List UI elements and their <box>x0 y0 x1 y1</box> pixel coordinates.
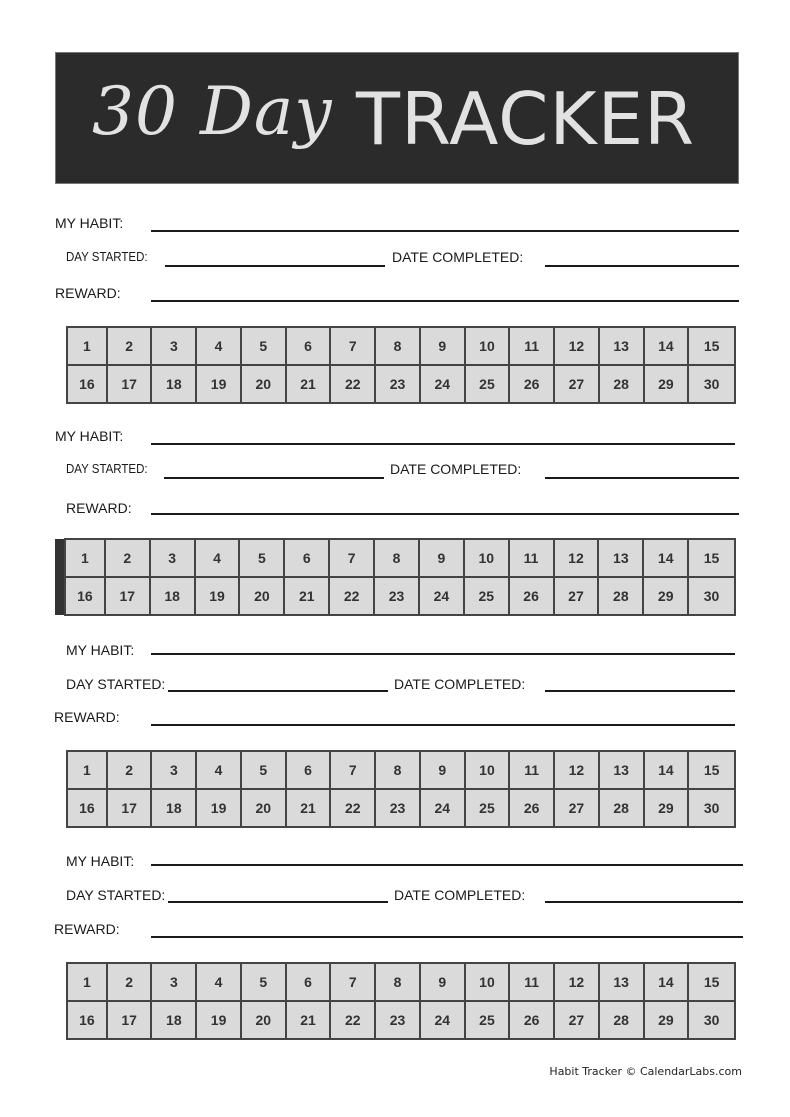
day-started-field[interactable] <box>168 901 388 903</box>
day-cell[interactable]: 6 <box>287 964 332 1000</box>
day-cell[interactable]: 19 <box>196 578 241 614</box>
day-cell[interactable]: 2 <box>106 540 151 576</box>
day-cell[interactable]: 25 <box>466 1002 511 1038</box>
day-cell[interactable]: 15 <box>703 338 720 354</box>
day-cell[interactable]: 9 <box>421 328 466 364</box>
day-cell[interactable]: 12 <box>555 964 600 1000</box>
day-cell[interactable]: 18 <box>152 790 197 826</box>
day-grid <box>66 962 736 1040</box>
reward-label: REWARD: <box>66 500 132 516</box>
day-cell[interactable]: 13 <box>600 328 645 364</box>
day-cell[interactable]: 18 <box>151 578 196 614</box>
day-started-field[interactable] <box>164 477 384 479</box>
day-cell[interactable]: 7 <box>331 964 376 1000</box>
day-row-16-30 <box>68 1002 734 1038</box>
day-started-label: DAY STARTED: <box>66 462 148 476</box>
my-habit-field[interactable] <box>151 864 743 866</box>
row-divider <box>68 788 734 790</box>
day-cell[interactable]: 3 <box>152 964 197 1000</box>
day-cell[interactable]: 27 <box>555 790 600 826</box>
date-completed-label: DATE COMPLETED: <box>394 676 526 692</box>
day-cell[interactable]: 20 <box>242 366 287 402</box>
day-cell[interactable]: 6 <box>287 752 332 788</box>
day-cell[interactable]: 6 <box>287 328 332 364</box>
day-cell[interactable]: 5 <box>242 752 287 788</box>
my-habit-label: MY HABIT: <box>55 428 124 444</box>
day-cell[interactable]: 21 <box>287 1002 332 1038</box>
day-cell[interactable]: 19 <box>197 366 242 402</box>
day-cell[interactable]: 26 <box>510 366 555 402</box>
day-grid <box>66 750 736 828</box>
row-divider <box>66 576 734 578</box>
day-cell[interactable]: 16 <box>66 578 106 614</box>
day-cell[interactable]: 30 <box>703 800 720 816</box>
row-divider <box>68 1000 734 1002</box>
day-cell[interactable]: 1 <box>68 752 108 788</box>
footer-credit: Habit Tracker © CalendarLabs.com <box>549 1065 742 1078</box>
day-row-1-15 <box>66 540 734 576</box>
date-completed-field[interactable] <box>545 690 735 692</box>
day-cell[interactable]: 17 <box>108 790 153 826</box>
day-cell[interactable]: 14 <box>645 964 690 1000</box>
day-cell[interactable]: 5 <box>242 328 287 364</box>
day-cell[interactable]: 23 <box>376 366 421 402</box>
day-cell[interactable]: 16 <box>68 790 108 826</box>
day-cell[interactable]: 8 <box>376 328 421 364</box>
day-row-16-30 <box>68 366 734 402</box>
reward-field[interactable] <box>151 300 739 302</box>
day-cell[interactable]: 20 <box>242 1002 287 1038</box>
my-habit-label: MY HABIT: <box>66 642 135 658</box>
day-cell[interactable]: 12 <box>555 540 600 576</box>
day-cell[interactable]: 29 <box>645 366 690 402</box>
day-cell[interactable]: 27 <box>555 578 600 614</box>
day-cell[interactable]: 15 <box>703 974 720 990</box>
day-cell[interactable]: 2 <box>108 328 153 364</box>
reward-field[interactable] <box>151 724 735 726</box>
day-row-16-30 <box>68 790 734 826</box>
day-cell[interactable]: 29 <box>645 1002 690 1038</box>
day-cell[interactable]: 30 <box>703 588 720 604</box>
day-cell[interactable]: 22 <box>331 1002 376 1038</box>
day-cell[interactable]: 27 <box>555 1002 600 1038</box>
date-completed-field[interactable] <box>545 265 739 267</box>
day-cell[interactable]: 4 <box>197 752 242 788</box>
date-completed-label: DATE COMPLETED: <box>392 249 524 265</box>
day-cell[interactable]: 30 <box>703 1012 720 1028</box>
day-cell[interactable]: 16 <box>68 366 108 402</box>
day-cell[interactable]: 15 <box>703 762 720 778</box>
my-habit-label: MY HABIT: <box>66 853 135 869</box>
day-cell[interactable]: 29 <box>644 578 689 614</box>
day-cell[interactable]: 14 <box>645 752 690 788</box>
day-cell[interactable]: 13 <box>600 964 645 1000</box>
day-cell[interactable]: 9 <box>420 540 465 576</box>
day-cell[interactable]: 14 <box>645 328 690 364</box>
day-cell[interactable]: 22 <box>331 366 376 402</box>
day-cell[interactable]: 25 <box>466 366 511 402</box>
day-cell[interactable]: 16 <box>68 1002 108 1038</box>
day-cell[interactable]: 26 <box>510 1002 555 1038</box>
day-cell[interactable]: 18 <box>152 366 197 402</box>
day-cell[interactable]: 26 <box>510 578 555 614</box>
day-cell[interactable]: 13 <box>600 752 645 788</box>
day-cell[interactable]: 1 <box>68 328 108 364</box>
day-cell[interactable]: 4 <box>197 964 242 1000</box>
day-row-1-15 <box>68 328 734 364</box>
day-grid <box>66 326 736 404</box>
date-completed-label: DATE COMPLETED: <box>390 461 522 477</box>
day-cell[interactable]: 20 <box>242 790 287 826</box>
day-cell[interactable]: 11 <box>510 540 555 576</box>
day-cell[interactable]: 11 <box>510 752 555 788</box>
day-cell[interactable]: 24 <box>421 790 466 826</box>
day-cell[interactable]: 11 <box>510 328 555 364</box>
reward-label: REWARD: <box>55 285 121 301</box>
day-cell[interactable]: 12 <box>555 752 600 788</box>
day-cell[interactable]: 29 <box>645 790 690 826</box>
day-started-label: DAY STARTED: <box>66 676 166 692</box>
day-cell[interactable]: 24 <box>421 366 466 402</box>
day-cell[interactable]: 20 <box>240 578 285 614</box>
day-cell[interactable]: 3 <box>151 540 196 576</box>
day-cell[interactable]: 8 <box>376 752 421 788</box>
day-cell[interactable]: 5 <box>240 540 285 576</box>
day-cell[interactable]: 2 <box>108 964 153 1000</box>
day-row-1-15 <box>68 752 734 788</box>
day-cell[interactable]: 21 <box>287 790 332 826</box>
day-cell[interactable]: 28 <box>600 366 645 402</box>
day-cell[interactable]: 17 <box>106 578 151 614</box>
day-cell[interactable]: 23 <box>375 578 420 614</box>
day-cell[interactable]: 21 <box>287 366 332 402</box>
day-cell[interactable]: 21 <box>285 578 330 614</box>
day-cell[interactable]: 17 <box>108 366 153 402</box>
day-cell[interactable]: 3 <box>152 752 197 788</box>
day-cell[interactable]: 22 <box>330 578 375 614</box>
day-cell[interactable]: 27 <box>555 366 600 402</box>
day-cell[interactable]: 24 <box>421 1002 466 1038</box>
day-cell[interactable]: 25 <box>465 578 510 614</box>
title-script: 30 Day <box>92 73 333 150</box>
day-cell[interactable]: 7 <box>330 540 375 576</box>
day-row-1-15 <box>68 964 734 1000</box>
day-cell[interactable]: 19 <box>197 1002 242 1038</box>
reward-label: REWARD: <box>54 709 120 725</box>
reward-field[interactable] <box>151 936 743 938</box>
day-cell[interactable]: 9 <box>421 964 466 1000</box>
day-cell[interactable]: 11 <box>510 964 555 1000</box>
day-cell[interactable]: 28 <box>599 578 644 614</box>
day-started-label: DAY STARTED: <box>66 887 166 903</box>
day-cell[interactable]: 4 <box>196 540 241 576</box>
day-cell[interactable]: 6 <box>285 540 330 576</box>
day-started-field[interactable] <box>168 690 388 692</box>
day-cell[interactable]: 10 <box>465 540 510 576</box>
day-cell[interactable]: 9 <box>421 752 466 788</box>
day-cell[interactable]: 19 <box>197 790 242 826</box>
day-cell[interactable]: 23 <box>376 790 421 826</box>
my-habit-field[interactable] <box>151 443 735 445</box>
day-cell[interactable]: 17 <box>108 1002 153 1038</box>
day-started-field[interactable] <box>165 265 385 267</box>
day-cell[interactable]: 25 <box>466 790 511 826</box>
reward-label: REWARD: <box>54 921 120 937</box>
date-completed-label: DATE COMPLETED: <box>394 887 526 903</box>
day-cell[interactable]: 28 <box>600 1002 645 1038</box>
day-cell[interactable]: 23 <box>376 1002 421 1038</box>
day-cell[interactable]: 18 <box>152 1002 197 1038</box>
title-banner <box>55 52 739 184</box>
day-cell[interactable]: 8 <box>375 540 420 576</box>
day-row-16-30 <box>66 578 734 614</box>
my-habit-field[interactable] <box>151 230 739 232</box>
day-cell[interactable]: 1 <box>66 540 106 576</box>
day-cell[interactable]: 22 <box>331 790 376 826</box>
day-cell[interactable]: 4 <box>197 328 242 364</box>
day-cell[interactable]: 28 <box>600 790 645 826</box>
day-cell[interactable]: 2 <box>108 752 153 788</box>
row-divider <box>68 364 734 366</box>
date-completed-field[interactable] <box>545 901 743 903</box>
day-cell[interactable]: 7 <box>331 752 376 788</box>
day-grid <box>64 538 736 616</box>
day-cell[interactable]: 10 <box>466 328 511 364</box>
day-cell[interactable]: 10 <box>466 752 511 788</box>
day-cell[interactable]: 7 <box>331 328 376 364</box>
day-cell[interactable]: 30 <box>703 376 720 392</box>
day-cell[interactable]: 8 <box>376 964 421 1000</box>
day-cell[interactable]: 10 <box>466 964 511 1000</box>
day-started-label: DAY STARTED: <box>66 250 148 264</box>
date-completed-field[interactable] <box>545 477 739 479</box>
day-cell[interactable]: 26 <box>510 790 555 826</box>
day-cell[interactable]: 12 <box>555 328 600 364</box>
day-cell[interactable]: 24 <box>420 578 465 614</box>
my-habit-field[interactable] <box>151 653 735 655</box>
reward-field[interactable] <box>151 513 739 515</box>
day-cell[interactable]: 13 <box>599 540 644 576</box>
day-cell[interactable]: 5 <box>242 964 287 1000</box>
title-bold: TRACKER <box>356 77 696 161</box>
day-cell[interactable]: 14 <box>644 540 689 576</box>
my-habit-label: MY HABIT: <box>55 215 124 231</box>
day-cell[interactable]: 1 <box>68 964 108 1000</box>
day-cell[interactable]: 3 <box>152 328 197 364</box>
day-cell[interactable]: 15 <box>703 550 720 566</box>
